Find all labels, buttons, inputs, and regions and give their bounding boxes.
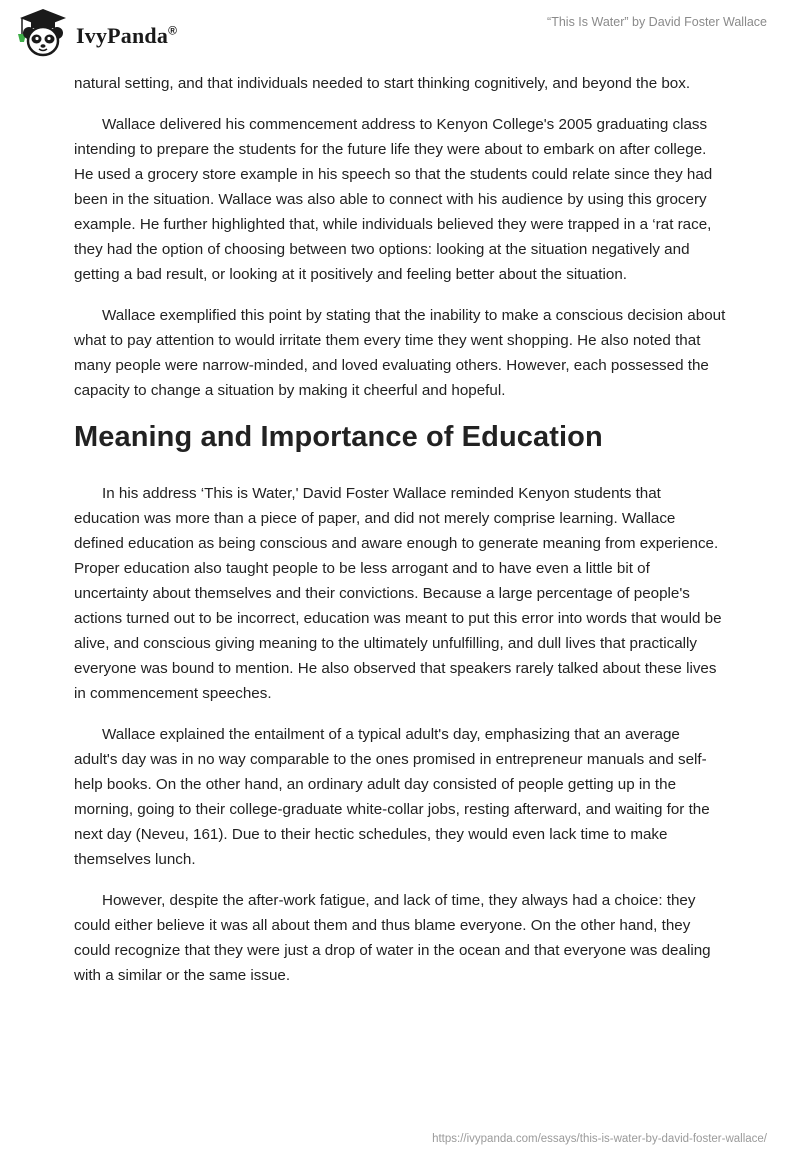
document-title: “This Is Water” by David Foster Wallace xyxy=(547,15,767,29)
panda-graduate-icon xyxy=(14,6,72,60)
ivypanda-logo[interactable] xyxy=(14,6,177,60)
paragraph: Wallace exemplified this point by stating that the inability to make a conscious decision about what to pay attention to would irritate them every time they went shopping. He also noted that many people were narrow-minded, and loved evaluating others. However, each possessed the capacity to change a situation by making it cheerful and hopeful. xyxy=(74,307,726,399)
source-url[interactable]: https://ivypanda.com/essays/this-is-water-by-david-foster-wallace/ xyxy=(432,1133,767,1145)
paragraph: Wallace explained the entailment of a typical adult's day, emphasizing that an average adult's day was in no way comparable to the ones promised in entrepreneur manuals and self-help books. On the other hand, an ordinary adult day consisted of people getting up in the morning, going to their college-graduate white-collar jobs, resting afterward, and waiting for the next day (Neveu, 161). Due to their hectic schedules, they would even lack time to make themselves lunch. xyxy=(74,726,710,868)
paragraph: Wallace delivered his commencement address to Kenyon College's 2005 graduating class intending to prepare the students for the future life they were about to embark on after college. He used a grocery store example in his speech so that the students could relate since they had been in the situation. Wallace was also able to connect with his audience by using this grocery example. He further highlighted that, while individuals believed they were trapped in a ‘rat race, they had the option of choosing between two options: looking at the situation negatively and getting a bad result, or looking at it positively and feeling better about the situation. xyxy=(74,116,713,283)
paragraph-continued: natural setting, and that individuals needed to start thinking cognitively, and beyond the box. xyxy=(74,75,691,92)
registered-mark: ® xyxy=(168,23,178,38)
essay-body xyxy=(74,71,726,1004)
logo-wordmark: IvyPanda® xyxy=(76,23,178,48)
page-header xyxy=(0,0,800,70)
section-heading: Meaning and Importance of Education xyxy=(74,421,603,453)
paragraph: However, despite the after-work fatigue, and lack of time, they always had a choice: they could either believe it was all about them and thus blame everyone. On the other hand, they could recognize that they were just a drop of water in the ocean and that everyone was dealing with a similar or the same issue. xyxy=(74,892,711,984)
paragraph: In his address ‘This is Water,' David Foster Wallace reminded Kenyon students that education was more than a piece of paper, and did not merely comprise learning. Wallace defined education as being conscious and aware enough to generate meaning from experience. Proper education also taught people to be less arrogant and to have even a little bit of uncertainty about themselves and their convictions. Because a large percentage of people's actions turned out to be incorrect, education was meant to put this error into words that would be alive, and conscious giving meaning to the ultimately unfulfilling, and dull lives that practically everyone was bound to mention. He also observed that speakers rarely talked about these lives in commencement speeches. xyxy=(74,485,722,702)
